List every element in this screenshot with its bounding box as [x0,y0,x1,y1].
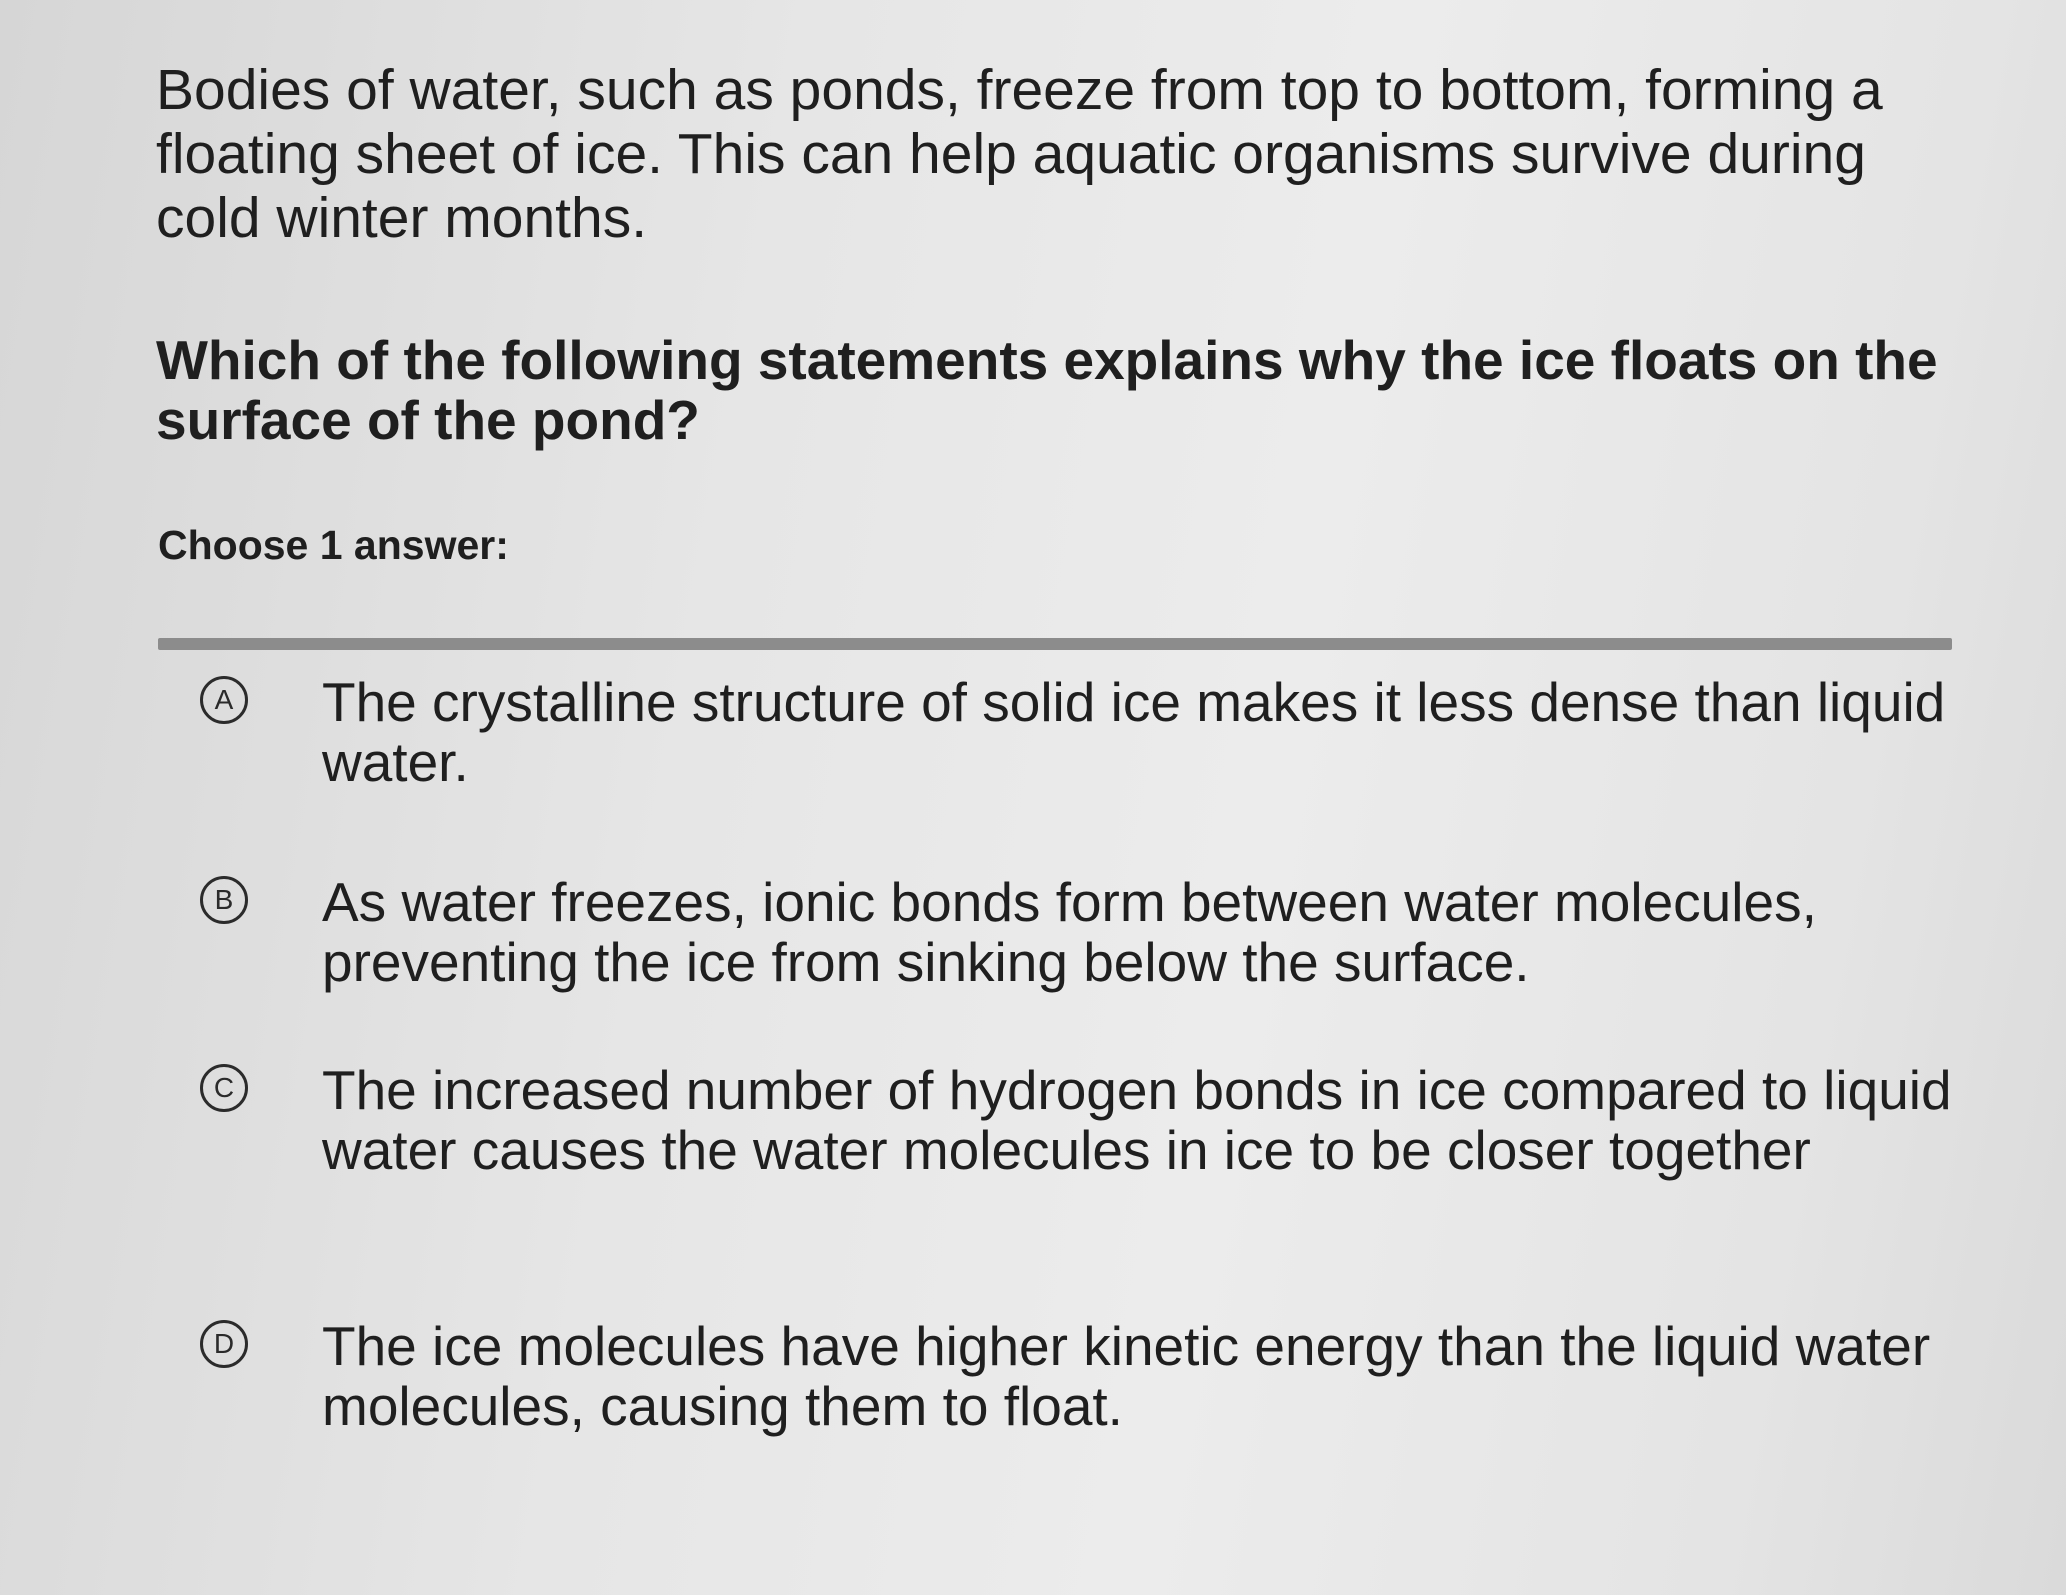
choice-b-radio[interactable]: B [200,876,248,924]
choice-c-radio[interactable]: C [200,1064,248,1112]
choice-d-text: The ice molecules have higher kinetic energy than the liquid water molecules, causing them to float. [322,1315,1931,1437]
answer-instruction: Choose 1 answer: [158,522,509,568]
choice-d-radio[interactable]: D [200,1320,248,1368]
choice-b-text: As water freezes, ionic bonds form between water molecules, preventing the ice from sinking below the surface. [322,871,1817,993]
choice-a-text: The crystalline structure of solid ice makes it less dense than liquid water. [322,671,1946,793]
question-passage: Bodies of water, such as ponds, freeze from top to bottom, forming a floating sheet of ice. This can help aquatic organisms survive during cold winter months. [156,58,1883,250]
choice-a-radio[interactable]: A [200,676,248,724]
question-prompt: Which of the following statements explains why the ice floats on the surface of the pond? [156,329,1938,451]
choice-c-text: The increased number of hydrogen bonds in ice compared to liquid water causes the water molecules in ice to be closer together [322,1059,1952,1181]
